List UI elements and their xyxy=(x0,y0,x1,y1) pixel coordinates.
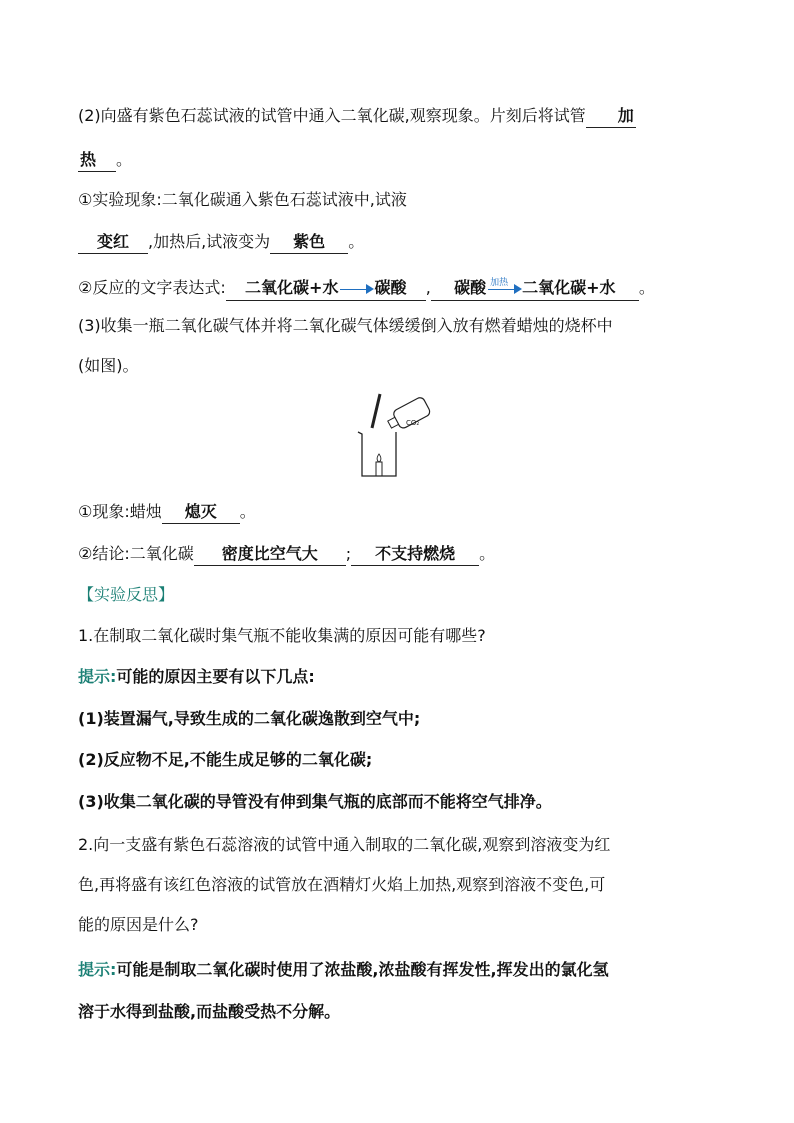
answer-blank-purple: 紫色 xyxy=(270,231,348,254)
answer-blank-heat-part2: 热 xyxy=(78,149,116,172)
answer-blank-no-combustion: 不支持燃烧 xyxy=(351,543,479,566)
co2-bottle-icon xyxy=(385,396,431,433)
hint-label: 提示: xyxy=(78,667,117,686)
beaker-candle-figure xyxy=(352,388,442,480)
candle-icon xyxy=(376,462,382,476)
co2-label: CO₂ xyxy=(406,419,420,427)
reflection-answer-1-point: (1)装置漏气,导致生成的二氧化碳逸散到空气中; xyxy=(78,709,421,728)
reaction-arrow-heat-icon: 加热 xyxy=(486,278,522,300)
answer-blank-density: 密度比空气大 xyxy=(194,543,346,566)
question-3-2: ②结论:二氧化碳 密度比空气大 ; 不支持燃烧 。 xyxy=(78,542,495,566)
question-2-2-equation: ②反应的文字表达式: 二氧化碳+水 碳酸 , 碳酸 加热 二氧化碳+水 。 xyxy=(78,276,655,301)
question-2-stem: (2)向盛有紫色石蕊试液的试管中通入二氧化碳,观察现象。片刻后将试管 加 xyxy=(78,104,636,128)
question-2-1-answers: 变红 ,加热后,试液变为 紫色 。 xyxy=(78,230,364,254)
answer-blank-equation-2: 碳酸 加热 二氧化碳+水 xyxy=(431,277,639,301)
flame-icon xyxy=(377,454,381,462)
answer-blank-equation-1: 二氧化碳+水 碳酸 xyxy=(226,277,426,301)
reflection-answer-1-point: (2)反应物不足,不能生成足够的二氧化碳; xyxy=(78,750,373,769)
reflection-question-2: 2.向一支盛有紫色石蕊溶液的试管中通入制取的二氧化碳,观察到溶液变为红 xyxy=(78,835,611,854)
section-title-reflection: 【实验反思】 xyxy=(78,585,175,604)
answer-blank-extinguish: 熄灭 xyxy=(162,501,240,524)
question-3-stem-cont: (如图)。 xyxy=(78,356,139,375)
reflection-answer-2: 提示:可能是制取二氧化碳时使用了浓盐酸,浓盐酸有挥发性,挥发出的氯化氢 xyxy=(78,960,609,979)
question-2-1-lead: ①实验现象:二氧化碳通入紫色石蕊试液中,试液 xyxy=(78,190,407,209)
reflection-answer-1-point: (3)收集二氧化碳的导管没有伸到集气瓶的底部而不能将空气排净。 xyxy=(78,792,552,811)
reflection-answer-1-intro: 提示:可能的原因主要有以下几点: xyxy=(78,667,315,686)
reflection-question-2-cont: 色,再将盛有该红色溶液的试管放在酒精灯火焰上加热,观察到溶液不变色,可 xyxy=(78,875,606,894)
beaker-icon xyxy=(358,432,396,476)
answer-blank-heat-part1: 加 xyxy=(586,105,636,128)
answer-blank-red: 变红 xyxy=(78,231,148,254)
hint-label: 提示: xyxy=(78,960,117,979)
question-3-stem: (3)收集一瓶二氧化碳气体并将二氧化碳气体缓缓倒入放有燃着蜡烛的烧杯中 xyxy=(78,316,613,335)
reflection-answer-2-cont: 溶于水得到盐酸,而盐酸受热不分解。 xyxy=(78,1002,341,1021)
reflection-question-1: 1.在制取二氧化碳时集气瓶不能收集满的原因可能有哪些? xyxy=(78,626,486,645)
beaker-candle-illustration xyxy=(352,388,442,480)
question-2-stem-cont: 热 。 xyxy=(78,148,132,172)
reflection-question-2-cont: 能的原因是什么? xyxy=(78,915,199,934)
glass-rod-icon xyxy=(372,394,380,428)
question-3-1: ①现象:蜡烛 熄灭 。 xyxy=(78,500,256,524)
reaction-arrow-icon xyxy=(338,278,374,300)
